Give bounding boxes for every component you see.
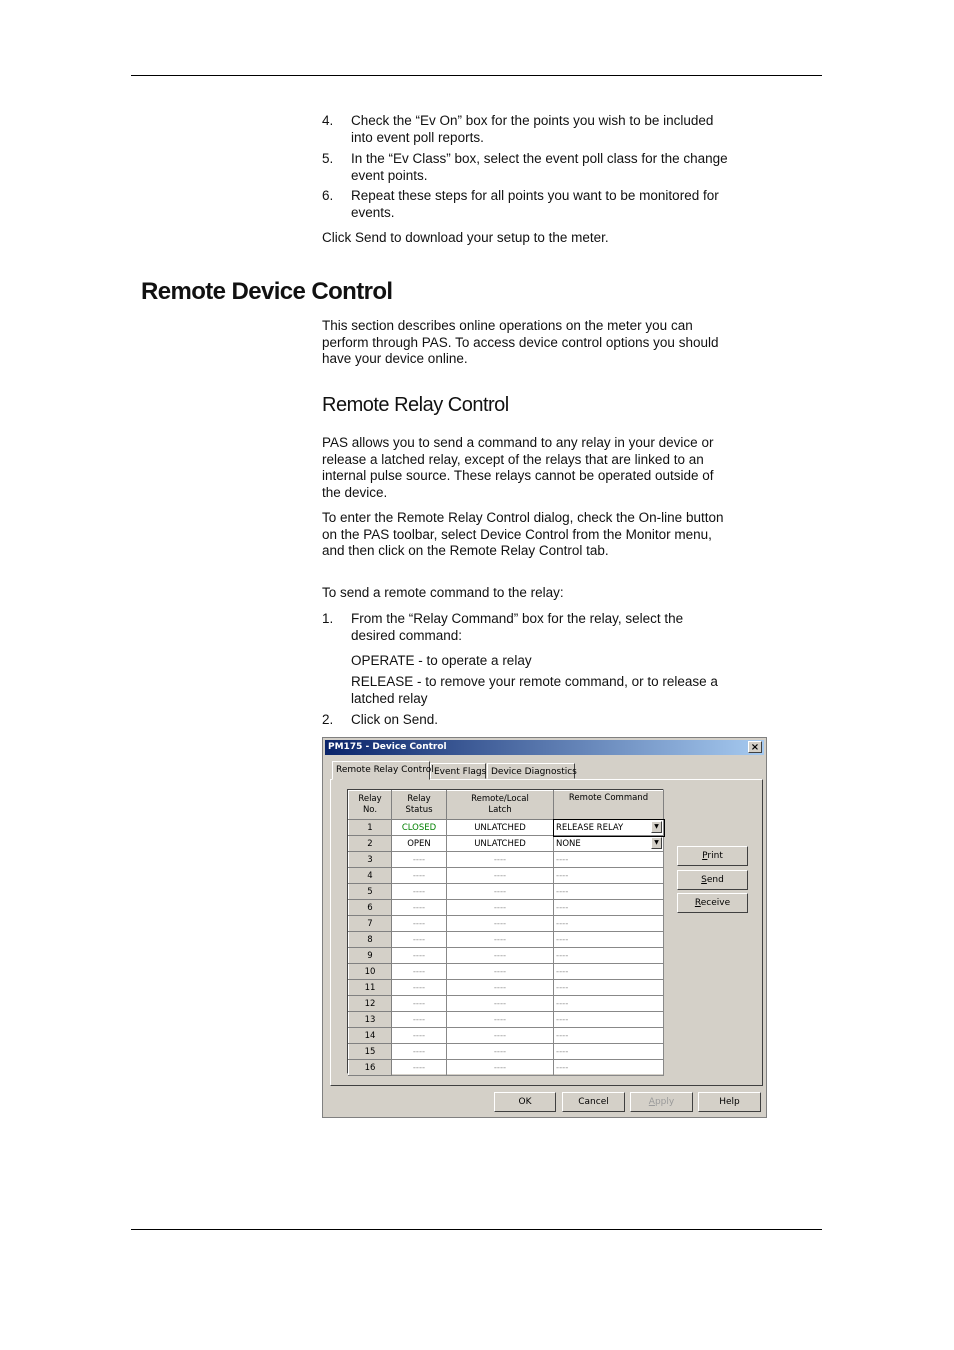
- relay-status-cell: [392, 836, 447, 852]
- remote-command-cell-text: ----: [556, 998, 569, 1009]
- relay-latch-cell-text: ----: [493, 902, 507, 913]
- remote-command-cell: [554, 1044, 664, 1060]
- remote-command-cell-text: ----: [556, 982, 569, 993]
- table-row[interactable]: [349, 836, 664, 852]
- tab-remote-relay-control[interactable]: Remote Relay Control: [332, 761, 430, 780]
- relay-status-cell-text: ----: [412, 982, 426, 993]
- header-remote-command: Remote Command: [554, 791, 664, 820]
- relay-status-cell: [392, 1012, 447, 1028]
- relay-number-cell-text: 2: [367, 838, 373, 849]
- list-text: In the “Ev Class” box, select the event poll class for the change event points.: [351, 151, 728, 183]
- remote-command-cell-text: ----: [556, 934, 569, 945]
- dropdown-arrow-icon[interactable]: ▼: [651, 821, 662, 833]
- relay-status-cell: [392, 916, 447, 932]
- relay-number-cell-text: 8: [367, 934, 373, 945]
- table-row[interactable]: [349, 900, 664, 916]
- remote-command-cell-text: ----: [556, 950, 569, 961]
- relay-latch-cell: [447, 836, 554, 852]
- relay-grid: [347, 789, 664, 1074]
- remote-command-cell-text: ----: [556, 1030, 569, 1041]
- remote-command-cell-text: ----: [556, 1062, 569, 1073]
- remote-command-cell-text: ----: [556, 902, 569, 913]
- relay-status-cell-text: ----: [412, 1046, 426, 1057]
- relay-number-cell-text: 16: [364, 1062, 376, 1073]
- table-row[interactable]: [349, 948, 664, 964]
- print-button[interactable]: Print: [677, 846, 748, 866]
- relay-latch-cell-text: ----: [493, 934, 507, 945]
- relay-latch-cell-text: ----: [493, 854, 507, 865]
- relay-latch-cell-text: ----: [493, 1062, 507, 1073]
- relay-status-cell-text: ----: [412, 1014, 426, 1025]
- table-row[interactable]: [349, 1044, 664, 1060]
- list-text: Check the “Ev On” box for the points you wish to be included into event poll reports.: [351, 113, 714, 145]
- dropdown-arrow-icon[interactable]: ▼: [651, 837, 662, 849]
- relay-number-cell: [349, 996, 392, 1012]
- close-button[interactable]: ×: [748, 741, 762, 753]
- table-row[interactable]: [349, 980, 664, 996]
- remote-command-cell: [554, 916, 664, 932]
- relay-status-cell-text: ----: [412, 934, 426, 945]
- relay-latch-cell-text: ----: [493, 950, 507, 961]
- relay-number-cell-text: 5: [367, 886, 373, 897]
- device-control-dialog: [322, 737, 767, 1118]
- relay-status-cell-text: ----: [412, 854, 426, 865]
- subsection-title: Remote Relay Control: [322, 394, 509, 416]
- relay-latch-cell: [447, 820, 554, 836]
- relay-latch-cell: [447, 916, 554, 932]
- click-send-text: Click Send to download your setup to the meter.: [322, 230, 609, 245]
- table-row[interactable]: [349, 1028, 664, 1044]
- relay-latch-cell-text: ----: [493, 870, 507, 881]
- remote-command-cell: [554, 964, 664, 980]
- paragraph-send-command: To send a remote command to the relay:: [322, 585, 564, 600]
- table-row[interactable]: [349, 820, 664, 836]
- remote-command-cell-text: RELEASE RELAY: [556, 822, 624, 833]
- relay-status-cell-text: ----: [412, 950, 426, 961]
- relay-latch-cell-text: ----: [493, 918, 507, 929]
- cancel-button[interactable]: Cancel: [562, 1092, 625, 1112]
- send-button[interactable]: Send: [677, 870, 748, 890]
- remote-command-cell: [554, 900, 664, 916]
- list-text: From the “Relay Command” box for the relay, select the desired command:: [351, 611, 684, 643]
- relay-latch-cell: [447, 932, 554, 948]
- remote-command-cell: [554, 868, 664, 884]
- remote-command-cell: [554, 932, 664, 948]
- remote-command-cell-text: NONE: [556, 838, 581, 849]
- relay-latch-cell: [447, 1060, 554, 1076]
- relay-latch-cell-text: ----: [493, 982, 507, 993]
- relay-number-cell: [349, 1028, 392, 1044]
- relay-latch-cell-text: UNLATCHED: [474, 822, 526, 833]
- relay-status-cell-text: ----: [412, 902, 426, 913]
- remote-command-cell-text: ----: [556, 966, 569, 977]
- list-number: 6.: [322, 188, 334, 203]
- table-row[interactable]: [349, 916, 664, 932]
- relay-number-cell-text: 12: [364, 998, 376, 1009]
- apply-button[interactable]: Apply: [630, 1092, 693, 1112]
- relay-status-cell-text: ----: [412, 918, 426, 929]
- relay-latch-cell: [447, 1012, 554, 1028]
- header-relay-no: Relay No.: [349, 791, 392, 820]
- relay-number-cell-text: 1: [367, 822, 373, 833]
- relay-latch-cell-text: ----: [493, 998, 507, 1009]
- remote-command-cell: [554, 980, 664, 996]
- grid-header-row: [349, 791, 664, 820]
- relay-latch-cell: [447, 1028, 554, 1044]
- header-relay-status: Relay Status: [392, 791, 447, 820]
- remote-command-cell-text: ----: [556, 1046, 569, 1057]
- table-row[interactable]: [349, 884, 664, 900]
- relay-status-cell-text: ----: [412, 1030, 426, 1041]
- relay-number-cell: [349, 884, 392, 900]
- relay-status-cell: [392, 900, 447, 916]
- remote-command-cell[interactable]: [554, 836, 664, 852]
- relay-number-cell-text: 7: [367, 918, 373, 929]
- relay-status-cell-text: ----: [412, 886, 426, 897]
- table-row[interactable]: [349, 868, 664, 884]
- relay-number-cell: [349, 868, 392, 884]
- remote-command-cell: [554, 852, 664, 868]
- paragraph-relays: PAS allows you to send a command to any relay in your device or release a latched relay, except of the relays that are linked to an internal pulse source. These relays cannot be operated outside of the device.: [322, 435, 714, 500]
- table-row[interactable]: [349, 932, 664, 948]
- list-text: Repeat these steps for all points you want to be monitored for events.: [351, 188, 719, 220]
- relay-status-cell-text: ----: [412, 998, 426, 1009]
- remote-command-cell[interactable]: [554, 820, 664, 836]
- relay-latch-cell-text: ----: [493, 1030, 507, 1041]
- relay-number-cell: [349, 1044, 392, 1060]
- option-operate: OPERATE - to operate a relay: [351, 653, 532, 668]
- relay-number-cell-text: 3: [367, 854, 373, 865]
- list-number: 5.: [322, 151, 334, 166]
- help-button[interactable]: Help: [698, 1092, 761, 1112]
- relay-status-cell: [392, 964, 447, 980]
- relay-number-cell-text: 13: [364, 1014, 376, 1025]
- dialog-title: PM175 - Device Control: [328, 742, 447, 752]
- relay-latch-cell: [447, 868, 554, 884]
- remote-command-cell: [554, 948, 664, 964]
- relay-status-cell-text: CLOSED: [401, 822, 437, 833]
- relay-number-cell: [349, 948, 392, 964]
- remote-command-cell-text: ----: [556, 870, 569, 881]
- relay-status-cell: [392, 820, 447, 836]
- relay-number-cell-text: 11: [364, 982, 376, 993]
- relay-latch-cell: [447, 980, 554, 996]
- relay-status-cell: [392, 996, 447, 1012]
- section-title: Remote Device Control: [141, 278, 393, 305]
- relay-number-cell: [349, 964, 392, 980]
- relay-number-cell: [349, 852, 392, 868]
- table-row[interactable]: [349, 964, 664, 980]
- relay-status-cell: [392, 1060, 447, 1076]
- relay-status-cell: [392, 980, 447, 996]
- relay-status-cell-text: ----: [412, 870, 426, 881]
- tab-device-diagnostics[interactable]: Device Diagnostics: [487, 763, 575, 779]
- list-text: Click on Send.: [351, 712, 439, 727]
- relay-number-cell-text: 9: [367, 950, 373, 961]
- relay-latch-cell: [447, 996, 554, 1012]
- relay-number-cell: [349, 820, 392, 836]
- remote-command-cell: [554, 1028, 664, 1044]
- relay-latch-cell-text: ----: [493, 886, 507, 897]
- relay-latch-cell: [447, 884, 554, 900]
- relay-latch-cell: [447, 1044, 554, 1060]
- footer-rule: [131, 1229, 822, 1230]
- receive-button[interactable]: Receive: [677, 893, 748, 913]
- remote-command-cell-text: ----: [556, 886, 569, 897]
- relay-status-cell: [392, 868, 447, 884]
- relay-status-cell: [392, 884, 447, 900]
- relay-latch-cell-text: UNLATCHED: [474, 838, 526, 849]
- relay-latch-cell: [447, 964, 554, 980]
- relay-number-cell: [349, 836, 392, 852]
- dialog-titlebar[interactable]: [325, 740, 764, 755]
- relay-number-cell: [349, 900, 392, 916]
- list-number: 2.: [322, 712, 334, 727]
- remote-command-cell-text: ----: [556, 1014, 569, 1025]
- relay-status-cell: [392, 1028, 447, 1044]
- relay-status-cell-text: OPEN: [407, 838, 431, 849]
- relay-number-cell: [349, 932, 392, 948]
- ok-button[interactable]: OK: [494, 1092, 556, 1112]
- section-intro: This section describes online operations on the meter you can perform through PAS. To access device control options you should have your device online.: [322, 318, 719, 366]
- table-row[interactable]: [349, 996, 664, 1012]
- relay-status-cell-text: ----: [412, 966, 426, 977]
- tab-event-flags[interactable]: Event Flags: [430, 763, 486, 779]
- relay-latch-cell: [447, 852, 554, 868]
- list-number: 4.: [322, 113, 334, 128]
- relay-latch-cell: [447, 900, 554, 916]
- relay-latch-cell-text: ----: [493, 1014, 507, 1025]
- table-row[interactable]: [349, 1012, 664, 1028]
- table-row[interactable]: [349, 1060, 664, 1076]
- remote-command-cell-text: ----: [556, 918, 569, 929]
- relay-latch-cell-text: ----: [493, 1046, 507, 1057]
- relay-status-cell: [392, 1044, 447, 1060]
- header-rule: [131, 75, 822, 76]
- relay-status-cell-text: ----: [412, 1062, 426, 1073]
- relay-number-cell-text: 4: [367, 870, 373, 881]
- table-row[interactable]: [349, 852, 664, 868]
- remote-command-cell-text: ----: [556, 854, 569, 865]
- relay-number-cell-text: 10: [364, 966, 376, 977]
- option-release: RELEASE - to remove your remote command, or to release a latched relay: [351, 674, 718, 706]
- relay-latch-cell: [447, 948, 554, 964]
- relay-number-cell-text: 6: [367, 902, 373, 913]
- relay-number-cell: [349, 916, 392, 932]
- relay-number-cell: [349, 1012, 392, 1028]
- remote-command-cell: [554, 1012, 664, 1028]
- list-number: 1.: [322, 611, 334, 626]
- relay-number-cell: [349, 980, 392, 996]
- header-remote-local-latch: Remote/Local Latch: [447, 791, 554, 820]
- remote-command-cell: [554, 996, 664, 1012]
- relay-number-cell: [349, 1060, 392, 1076]
- relay-latch-cell-text: ----: [493, 966, 507, 977]
- relay-status-cell: [392, 932, 447, 948]
- relay-number-cell-text: 14: [364, 1030, 376, 1041]
- relay-status-cell: [392, 948, 447, 964]
- relay-number-cell-text: 15: [364, 1046, 376, 1057]
- remote-command-cell: [554, 884, 664, 900]
- remote-command-cell: [554, 1060, 664, 1076]
- relay-status-cell: [392, 852, 447, 868]
- paragraph-enter-dialog: To enter the Remote Relay Control dialog, check the On-line button on the PAS toolbar, select Device Control from the Monitor menu, and then click on the Remote Relay Control tab.: [322, 510, 724, 558]
